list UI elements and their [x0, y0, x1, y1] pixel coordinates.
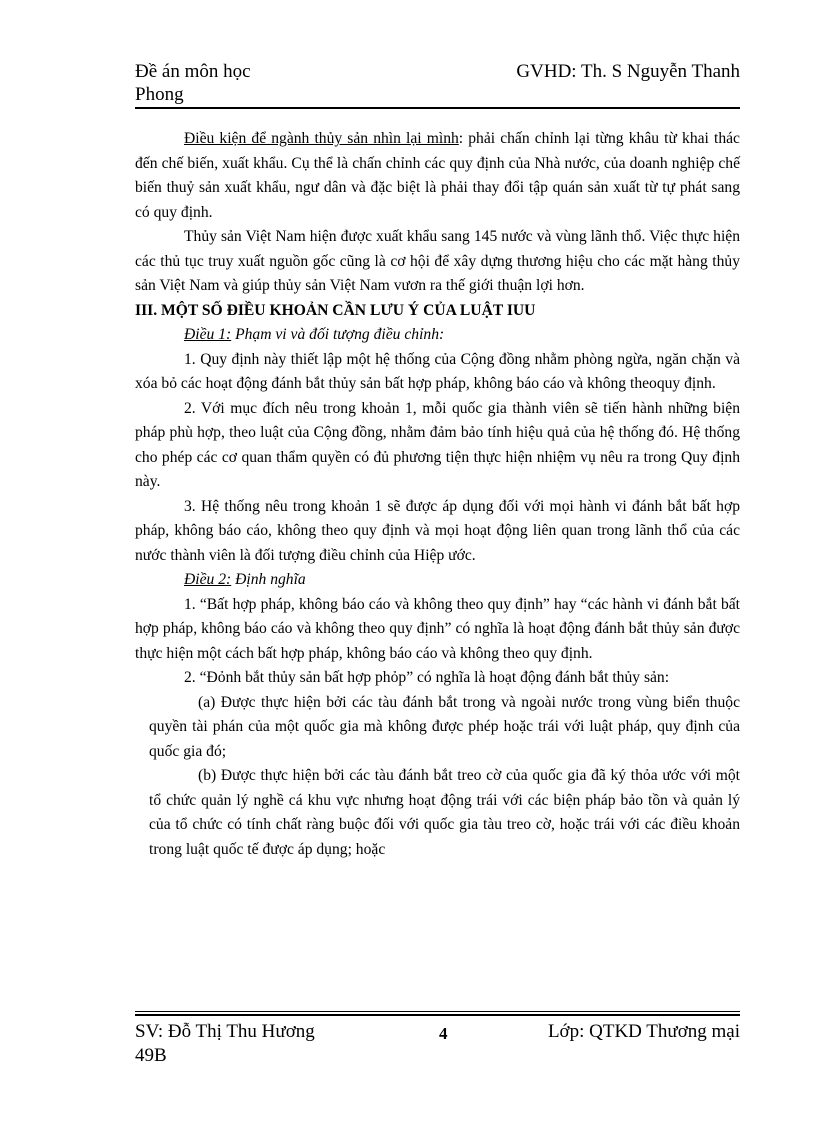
article-2-heading	[135, 568, 740, 593]
page-footer	[135, 1020, 740, 1070]
footer-student	[135, 1020, 315, 1068]
page-header	[135, 60, 740, 108]
footer-student-name: SV: Đỗ Thị Thu Hương	[135, 1021, 315, 1042]
footer-divider-thin	[135, 1011, 740, 1012]
header-course-continued: Phong	[135, 84, 184, 105]
article-2-title: Định nghĩa	[231, 571, 306, 588]
paragraph-export-markets: Thủy sản Việt Nam hiện được xuất khẩu sang 145 nước và vùng lãnh thổ. Việc thực hiện các thủ tục truy xuất nguồn gốc cũng là cơ hội để xây dựng thương hiệu cho các mặt hàng thủy sản Việt Nam và giúp thủy sản Việt Nam vươn ra thế giới thuận lợi hơn.	[135, 228, 740, 294]
article-2-clause-1: 1. “Bất hợp pháp, không báo cáo và không theo quy định” hay “các hành vi đánh bắt bất hợp pháp, không báo cáo và không theo quy định” có nghĩa là hoạt động đánh bắt thủy sản được thực hiện một cách bất hợp pháp, không báo cáo và không theo quy định.	[135, 595, 740, 662]
document-body	[135, 127, 740, 862]
article-2-item-b: (b) Được thực hiện bởi các tàu đánh bắt treo cờ của quốc gia đã ký thỏa ước với một tổ chức quản lý nghề cá khu vực nhưng hoạt động trái với các biện pháp bảo tồn và quản lý của tổ chức có tính chất ràng buộc đối với quốc gia tàu treo cờ, hoặc trái với các điều khoản trong luật quốc tế được áp dụng; hoặc	[149, 767, 740, 858]
header-course	[135, 60, 251, 106]
article-1-heading	[135, 323, 740, 348]
article-2-clause-2: 2. “Đỏnh bắt thủy sản bất hợp phỏp” có nghĩa là hoạt động đánh bắt thủy sản:	[184, 669, 670, 686]
page-number: 4	[439, 1024, 448, 1043]
header-course-title: Đề án môn học	[135, 61, 251, 82]
article-1-title: Phạm vi và đối tượng điều chỉnh:	[231, 326, 445, 343]
header-divider	[135, 107, 740, 109]
article-1-clause-2: 2. Với mục đích nêu trong khoản 1, mỗi quốc gia thành viên sẽ tiến hành những biện pháp phù hợp, theo luật của Cộng đồng, nhằm đảm bảo tính hiệu quả của hệ thống đó. Hệ thống cho phép các cơ quan thẩm quyền có đủ phương tiện thực hiện nhiệm vụ nêu ra trong Quy định này.	[135, 399, 740, 490]
underlined-phrase: Điều kiện để ngành thủy sản nhìn lại mình	[184, 130, 459, 147]
paragraph-industry-review	[135, 127, 740, 225]
article-1-label: Điều 1:	[184, 326, 232, 343]
article-1-clause-3: 3. Hệ thống nêu trong khoản 1 sẽ được áp dụng đối với mọi hành vi đánh bắt bất hợp pháp, không báo cáo, không theo quy định và mọi hoạt động liên quan trong lãnh thổ của các nước thành viên là đối tượng điều chỉnh của Hiệp ước.	[135, 497, 740, 564]
article-2-item-a: (a) Được thực hiện bởi các tàu đánh bắt trong và ngoài nước trong vùng biển thuộc quyền tài phán của một quốc gia mà không được phép hoặc trái với luật pháp, quy định của quốc gia đó;	[149, 693, 740, 760]
article-2-label: Điều 2:	[184, 571, 232, 588]
footer-student-class: 49B	[135, 1045, 167, 1066]
paragraph-text: : phải chấn chỉnh lại từng khâu từ khai thác đến chế biến, xuất khẩu. Cụ thể là chấn chỉnh các quy định của Nhà nước, của doanh nghiệp chế biến thuỷ sản xuất khẩu, ngư dân và đặc biệt là phải thay đổi tập quán sản xuất từ tự phát sang có quy định.	[135, 130, 740, 221]
header-supervisor: GVHD: Th. S Nguyễn Thanh	[516, 61, 740, 82]
section-heading-iii: III. MỘT SỐ ĐIỀU KHOẢN CẦN LƯU Ý CỦA LUẬT IUU	[135, 301, 536, 319]
footer-divider-thick	[135, 1014, 740, 1016]
article-1-clause-1: 1. Quy định này thiết lập một hệ thống của Cộng đồng nhằm phòng ngừa, ngăn chặn và xóa bỏ các hoạt động đánh bắt thủy sản bất hợp pháp, không báo cáo và không theoquy định.	[135, 350, 740, 392]
footer-class: Lớp: QTKD Thương mại	[547, 1021, 740, 1042]
